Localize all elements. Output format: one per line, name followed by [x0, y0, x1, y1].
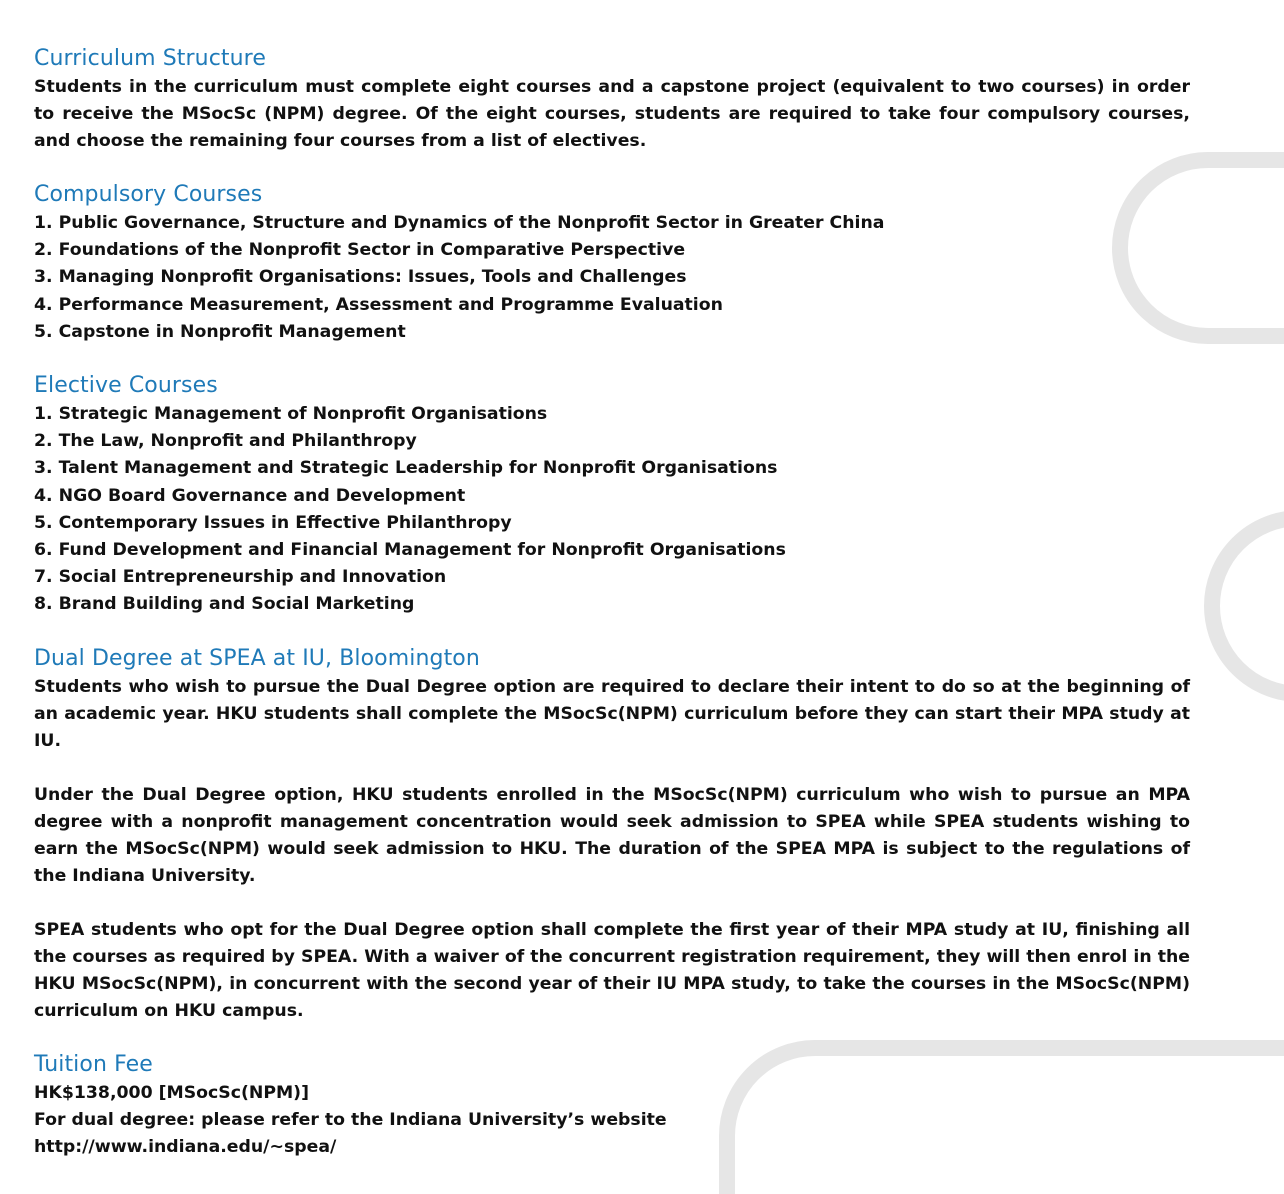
curriculum-structure-paragraph: Students in the curriculum must complete eight courses and a capstone project (equivalent to two courses) in order to receive the MSocSc (NPM) degree. Of the eight courses, students are required to take four compulsory courses, and choose the remaining four courses from a list of electives. — [34, 77, 1190, 151]
compulsory-courses-heading: Compulsory Courses — [34, 182, 263, 207]
dual-degree-paragraph-3: SPEA students who opt for the Dual Degree option shall complete the first year of their MPA study at IU, finishing all the courses as required by SPEA. With a waiver of the concurrent registration requirement, they will then enrol in the HKU MSocSc(NPM), in concurrent with the second year of their IU MPA study, to take the courses in the MSocSc(NPM) curriculum on HKU campus. — [34, 919, 1190, 1021]
dual-degree-section — [34, 644, 1190, 1025]
list-item: 7. Social Entrepreneurship and Innovation — [34, 567, 447, 588]
curriculum-structure-heading: Curriculum Structure — [34, 46, 266, 71]
elective-courses-list — [34, 401, 1190, 619]
compulsory-courses-section — [34, 180, 1190, 346]
compulsory-courses-list — [34, 210, 1190, 346]
tuition-fee-heading: Tuition Fee — [34, 1051, 153, 1077]
list-item: 6. Fund Development and Financial Management for Nonprofit Organisations — [34, 540, 786, 561]
elective-courses-section — [34, 371, 1190, 619]
list-item: 4. Performance Measurement, Assessment and Programme Evaluation — [34, 294, 723, 315]
indiana-university-url: http://www.indiana.edu/~spea/ — [34, 1136, 337, 1157]
list-item: 2. Foundations of the Nonprofit Sector in Comparative Perspective — [34, 240, 686, 261]
elective-courses-heading: Elective Courses — [34, 373, 218, 399]
dual-degree-paragraph-2: Under the Dual Degree option, HKU students enrolled in the MSocSc(NPM) curriculum who wish to pursue an MPA degree with a nonprofit management concentration would seek admission to SPEA while SPEA students wishing to earn the MSocSc(NPM) would seek admission to HKU. The duration of the SPEA MPA is subject to the regulations of the Indiana University. — [34, 784, 1190, 886]
list-item: 8. Brand Building and Social Marketing — [34, 594, 415, 615]
list-item: 5. Capstone in Nonprofit Management — [34, 321, 406, 342]
document-body — [34, 44, 1190, 1161]
list-item: 5. Contemporary Issues in Effective Philanthropy — [34, 512, 512, 533]
tuition-fee-section — [34, 1050, 1190, 1161]
list-item: 1. Public Governance, Structure and Dynamics of the Nonprofit Sector in Greater China — [34, 213, 885, 233]
list-item: 1. Strategic Management of Nonprofit Organisations — [34, 404, 548, 425]
tuition-fee-dual-note: For dual degree: please refer to the Indiana University’s website — [34, 1109, 667, 1130]
dual-degree-paragraph-1: Students who wish to pursue the Dual Degree option are required to declare their intent to do so at the beginning of an academic year. HKU students shall complete the MSocSc(NPM) curriculum before they can start their MPA study at IU. — [34, 676, 1190, 751]
dual-degree-heading: Dual Degree at SPEA at IU, Bloomington — [34, 645, 480, 671]
list-item: 2. The Law, Nonprofit and Philanthropy — [34, 431, 417, 452]
curriculum-structure-section — [34, 44, 1190, 155]
list-item: 4. NGO Board Governance and Development — [34, 485, 466, 506]
tuition-fee-amount: HK$138,000 [MSocSc(NPM)] — [34, 1082, 309, 1103]
list-item: 3. Managing Nonprofit Organisations: Issues, Tools and Challenges — [34, 267, 687, 288]
list-item: 3. Talent Management and Strategic Leadership for Nonprofit Organisations — [34, 458, 778, 479]
decorative-rounded-stroke-middle — [1212, 518, 1284, 694]
